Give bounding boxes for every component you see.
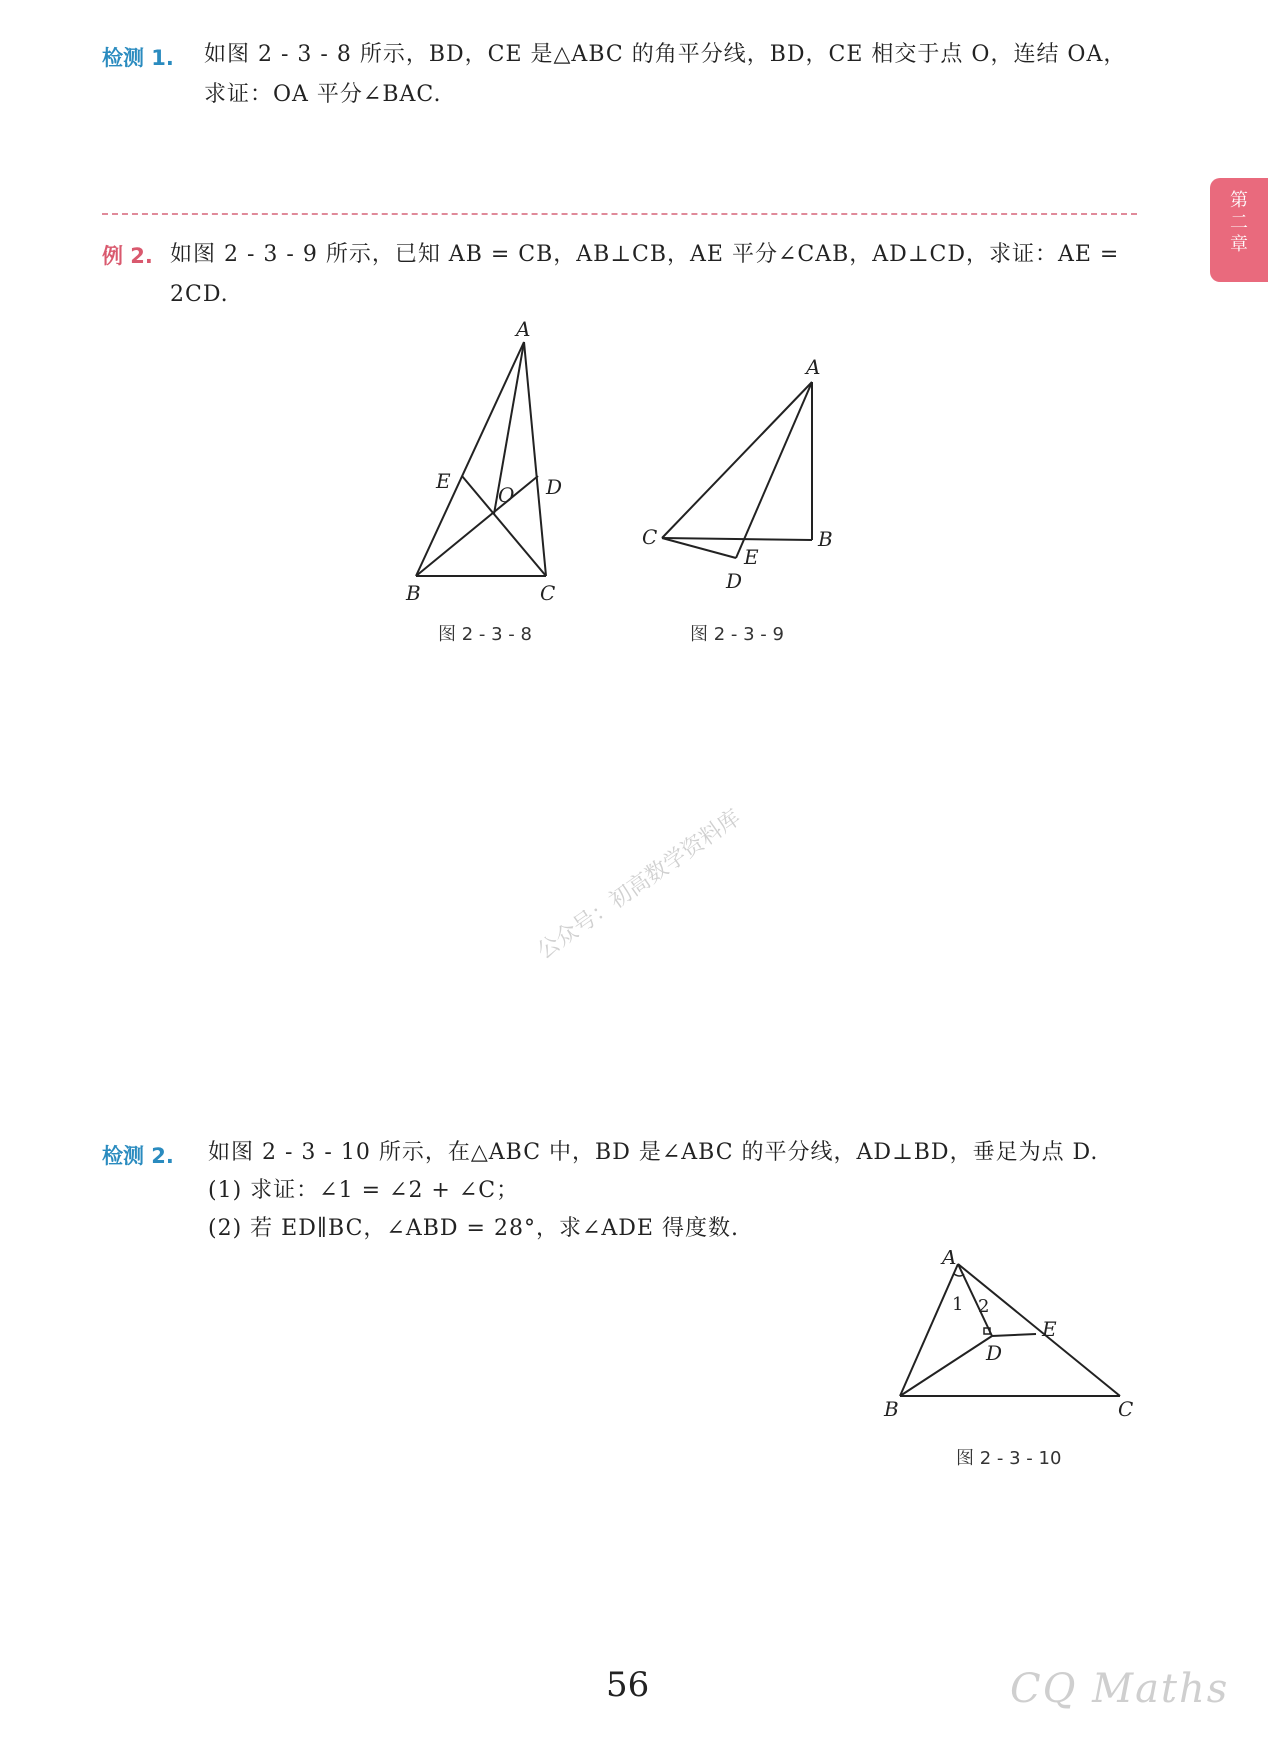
fig238-label-d: D (546, 475, 563, 499)
fig238-label-e: E (436, 469, 451, 493)
test2-label: 检测 2. (102, 1144, 174, 1168)
chapter-tab (1210, 178, 1268, 282)
fig238-label-b: B (406, 581, 421, 605)
fig2310-side-ac (958, 1264, 1120, 1396)
fig239-segment-ad (736, 382, 812, 558)
fig238-caption: 图 2 - 3 - 8 (438, 624, 532, 645)
chapter-tab-line3: 章 (1230, 234, 1248, 255)
figures-238-239 (380, 310, 880, 650)
fig239-side-cb (662, 538, 812, 540)
fig2310-label-e: E (1042, 1317, 1057, 1341)
test1-line1: 如图 2 - 3 - 8 所示，BD，CE 是△ABC 的角平分线，BD，CE 相交于点 O，连结 OA， (204, 42, 1127, 67)
test2-line1: 如图 2 - 3 - 10 所示，在△ABC 中，BD 是∠ABC 的平分线，AD⊥BD，垂足为点 D. (208, 1140, 1099, 1165)
chapter-tab-line1: 第 (1230, 190, 1248, 211)
figure-2-3-9 (662, 382, 812, 558)
publisher-logo: CQ Maths (1010, 1666, 1230, 1712)
fig238-side-ab (416, 342, 524, 576)
fig238-label-c: C (540, 581, 556, 605)
test1-label: 检测 1. (102, 46, 174, 70)
fig2310-segment-de (992, 1334, 1036, 1336)
page-number: 56 (606, 1665, 650, 1705)
fig239-side-ac (662, 382, 812, 538)
fig238-side-ac (524, 342, 546, 576)
fig2310-angle-arc (954, 1274, 964, 1276)
example2-label: 例 2. (102, 244, 153, 268)
fig238-segment-bd (416, 476, 538, 576)
fig2310-label-c: C (1118, 1397, 1134, 1420)
test2-part2: (2) 若 ED∥BC，∠ABD = 28°，求∠ADE 得度数. (208, 1216, 739, 1241)
fig2310-label-b: B (884, 1397, 899, 1420)
fig238-label-o: O (498, 483, 515, 507)
test2-part1: (1) 求证：∠1 = ∠2 + ∠C； (208, 1178, 520, 1203)
fig239-caption: 图 2 - 3 - 9 (690, 624, 784, 645)
fig239-label-d: D (726, 569, 743, 593)
fig2310-caption: 图 2 - 3 - 10 (956, 1448, 1062, 1469)
chapter-tab-line2: 二 (1230, 212, 1248, 233)
fig2310-label-d: D (986, 1341, 1003, 1365)
fig239-label-b: B (818, 527, 833, 551)
figure-2-3-8 (416, 342, 546, 576)
example2-line1: 如图 2 - 3 - 9 所示，已知 AB = CB，AB⊥CB，AE 平分∠CAB，AD⊥CD，求证：AE = (170, 242, 1120, 267)
section-divider (102, 213, 1137, 215)
fig239-label-a: A (806, 355, 821, 379)
fig2310-label-1: 1 (952, 1294, 964, 1315)
fig239-label-e: E (744, 545, 759, 569)
fig2310-label-2: 2 (978, 1296, 990, 1317)
fig2310-label-a: A (942, 1250, 957, 1269)
watermark: 公众号：初高数学资料库 (532, 805, 746, 965)
example2-line2: 2CD. (170, 282, 229, 307)
fig238-label-a: A (516, 317, 531, 341)
fig239-label-c: C (642, 525, 658, 549)
fig239-segment-cd (662, 538, 736, 558)
test1-line2: 求证：OA 平分∠BAC. (204, 82, 442, 107)
figure-2-3-10 (870, 1250, 1150, 1420)
